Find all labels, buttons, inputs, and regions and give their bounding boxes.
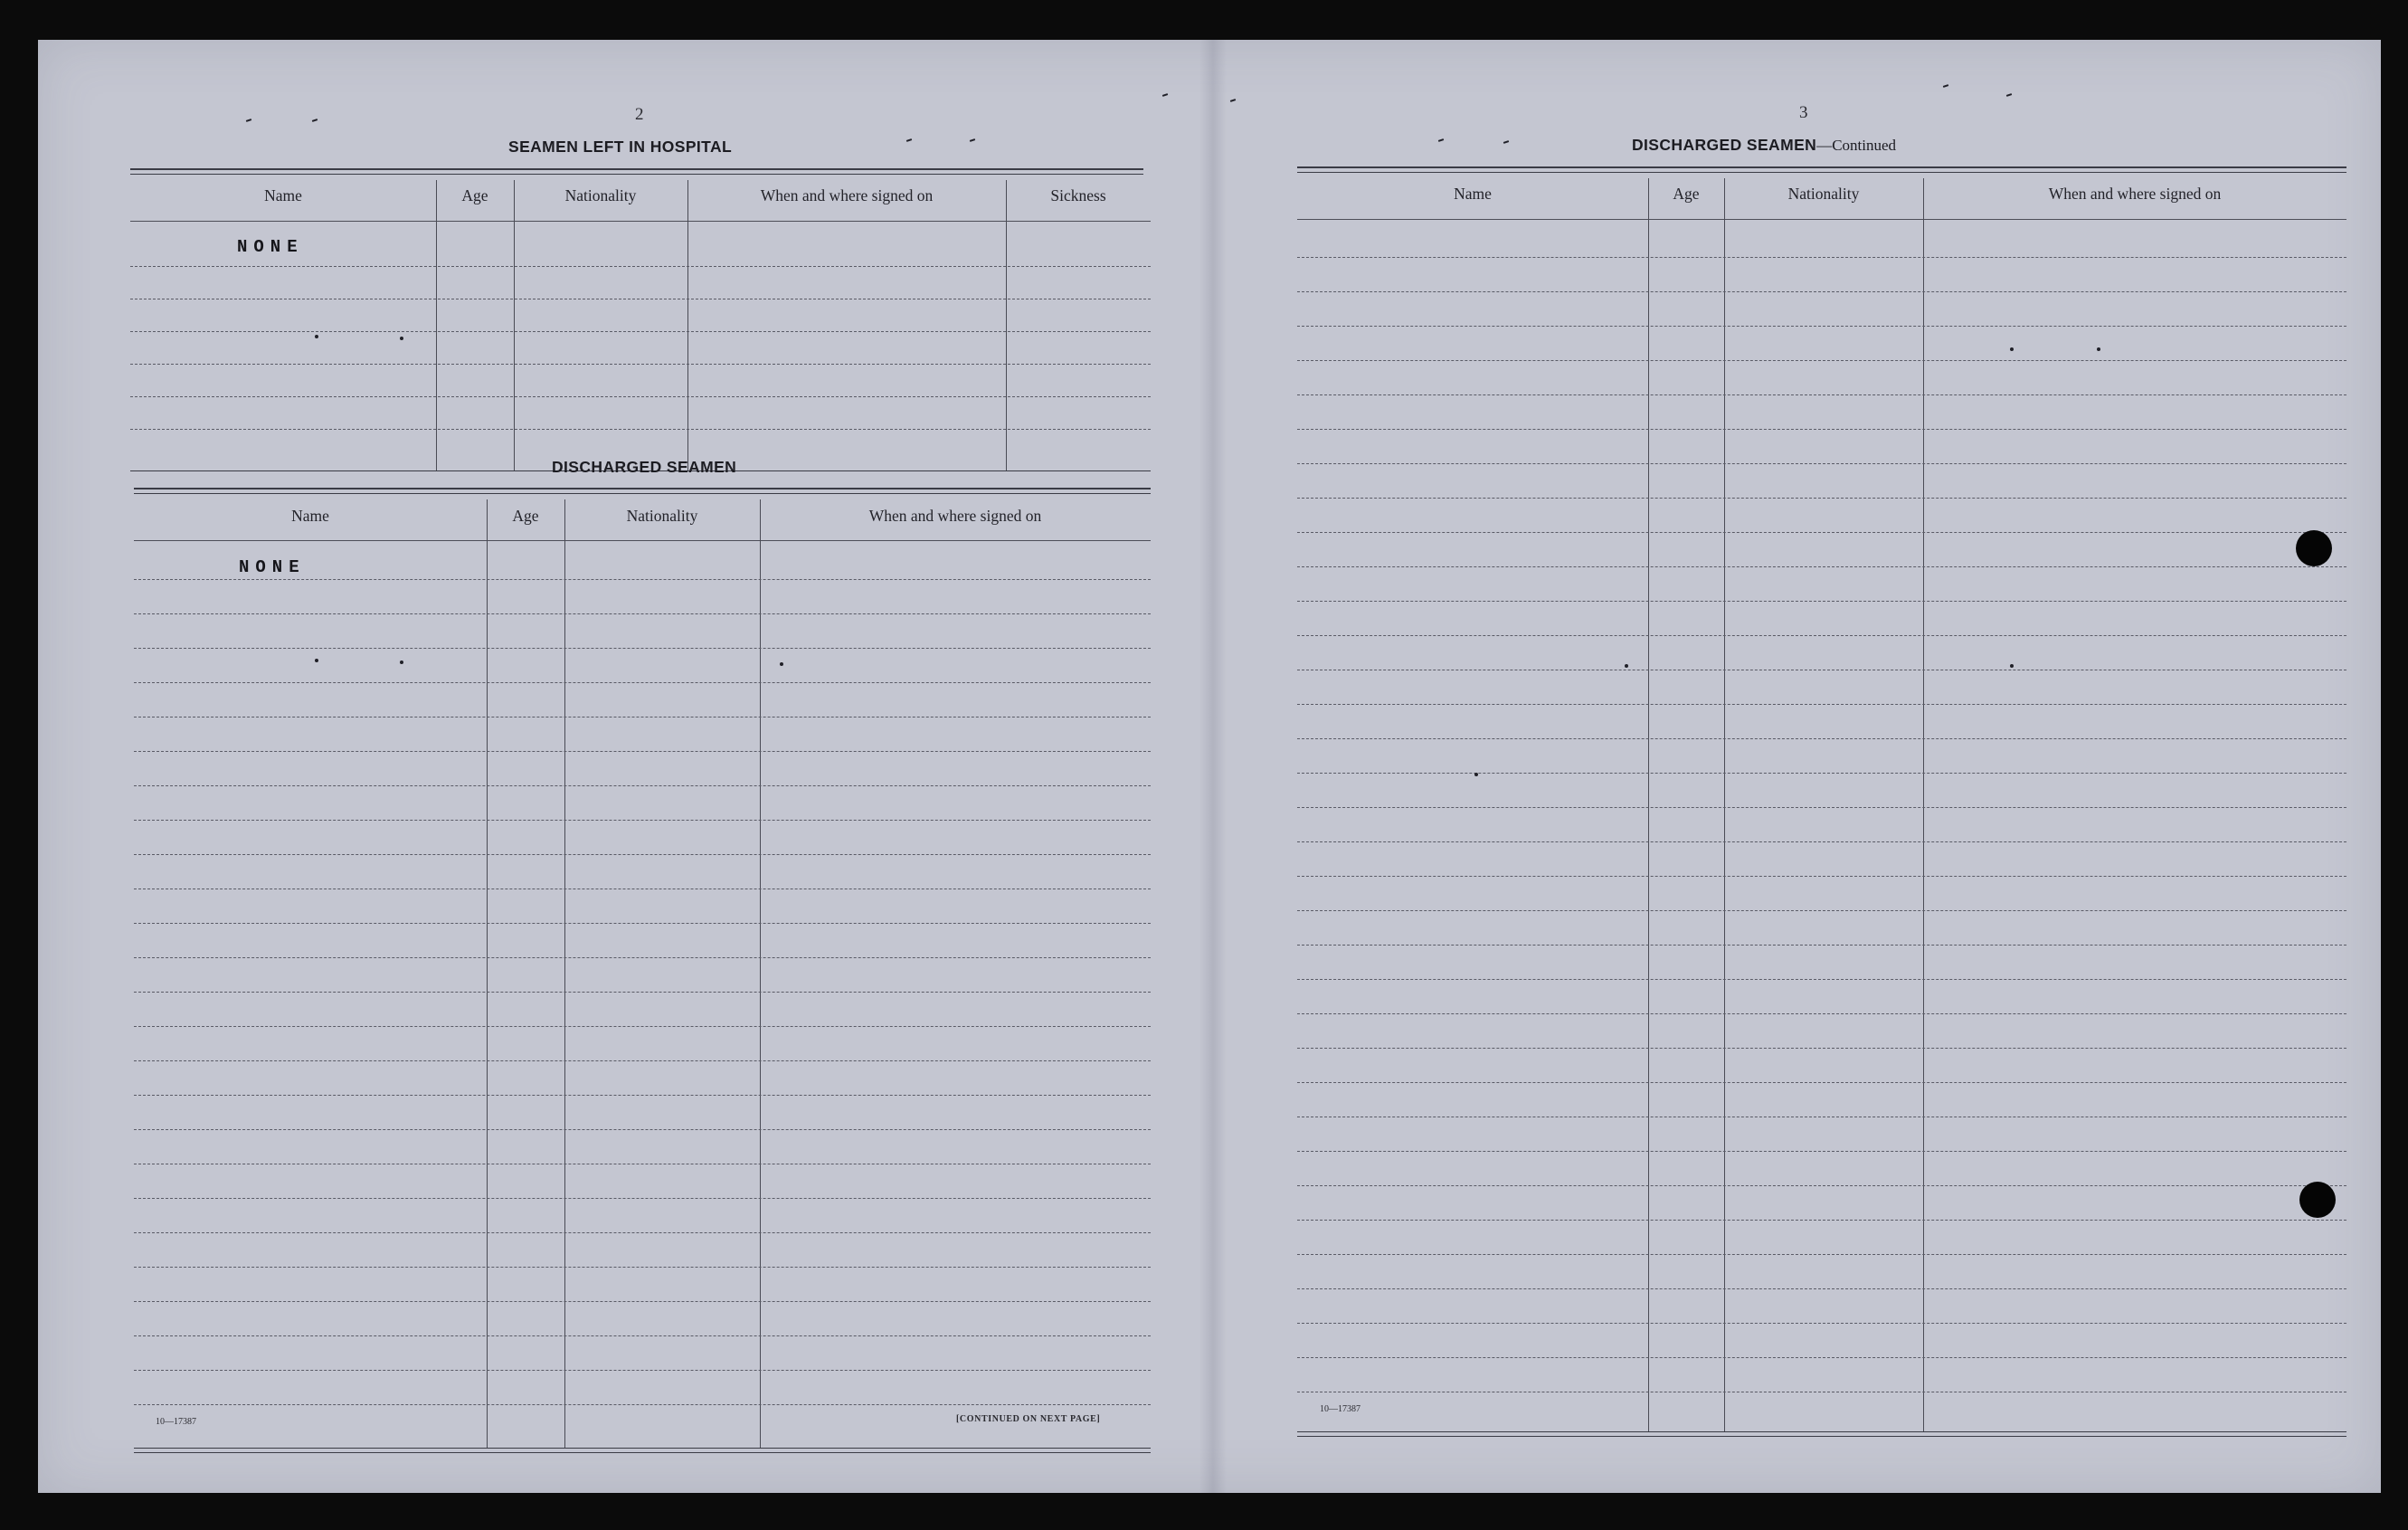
- ink-speck: [780, 662, 783, 666]
- right-col-age: Age: [1673, 185, 1700, 203]
- right-header-rule: [1297, 219, 2346, 220]
- hospital-col-sickness: Sickness: [1050, 186, 1106, 204]
- hospital-col-signed-on: When and where signed on: [760, 186, 934, 204]
- row-line: [134, 820, 1151, 821]
- row-line: [134, 751, 1151, 752]
- ink-speck: [2097, 347, 2100, 351]
- discharged-section-title: DISCHARGED SEAMEN: [552, 458, 737, 476]
- ink-speck: [1162, 93, 1168, 97]
- hospital-row-line: [130, 331, 1151, 332]
- ink-speck: [1503, 140, 1509, 144]
- row-line: [1297, 463, 2346, 464]
- row-line: [1297, 498, 2346, 499]
- discharged-divider: [760, 499, 761, 1448]
- right-bottom-rule-2: [1297, 1436, 2346, 1437]
- ink-speck: [2006, 93, 2012, 97]
- row-line: [134, 1335, 1151, 1336]
- row-line: [1297, 532, 2346, 533]
- hospital-entry-none: NONE: [237, 237, 304, 257]
- row-line: [134, 1301, 1151, 1302]
- row-line: [1297, 566, 2346, 567]
- ink-speck: [246, 119, 251, 122]
- hospital-row-line: [130, 266, 1151, 267]
- center-fold: [1199, 40, 1227, 1493]
- row-line: [1297, 1151, 2346, 1152]
- right-top-rule: [1297, 166, 2346, 168]
- row-line: [134, 579, 1151, 580]
- row-line: [1297, 807, 2346, 808]
- right-divider: [1923, 178, 1924, 1431]
- row-line: [134, 1267, 1151, 1268]
- hospital-top-rule-thin: [130, 174, 1143, 175]
- row-line: [1297, 1082, 2346, 1083]
- row-line: [1297, 360, 2346, 361]
- discharged-divider: [564, 499, 565, 1448]
- continued-note: [CONTINUED ON NEXT PAGE]: [956, 1414, 1101, 1424]
- page-number-right: 3: [1799, 103, 1808, 122]
- ink-speck: [1625, 664, 1628, 668]
- right-divider: [1724, 178, 1725, 1431]
- discharged-top-rule: [134, 488, 1151, 489]
- row-line: [134, 1095, 1151, 1096]
- row-line: [1297, 979, 2346, 980]
- right-divider: [1648, 178, 1649, 1431]
- discharged-bottom-rule-2: [134, 1452, 1151, 1453]
- hospital-top-rule: [130, 168, 1143, 170]
- row-line: [134, 1404, 1151, 1405]
- row-line: [1297, 291, 2346, 292]
- hospital-section-title: SEAMEN LEFT IN HOSPITAL: [508, 138, 733, 156]
- row-line: [1297, 910, 2346, 911]
- right-section-title-main: DISCHARGED SEAMEN: [1632, 136, 1817, 154]
- punch-hole: [2296, 530, 2332, 566]
- row-line: [1297, 635, 2346, 636]
- hospital-row-line: [130, 396, 1151, 397]
- discharged-bottom-rule: [134, 1448, 1151, 1449]
- right-section-title: [1632, 136, 1896, 155]
- ink-speck: [312, 119, 318, 122]
- row-line: [1297, 1048, 2346, 1049]
- row-line: [134, 1060, 1151, 1061]
- row-line: [134, 682, 1151, 683]
- row-line: [134, 1232, 1151, 1233]
- right-section-title-suffix: —Continued: [1816, 137, 1897, 154]
- ink-speck: [906, 138, 912, 142]
- hospital-col-name: Name: [264, 186, 302, 204]
- punch-hole: [2299, 1182, 2336, 1218]
- right-col-name: Name: [1454, 185, 1492, 203]
- discharged-col-name: Name: [291, 507, 329, 525]
- form-number-left: 10—17387: [156, 1417, 196, 1427]
- ink-speck: [1474, 773, 1478, 776]
- row-line: [134, 613, 1151, 614]
- row-line: [134, 1026, 1151, 1027]
- ink-speck: [1943, 84, 1948, 88]
- discharged-entry-none: NONE: [239, 557, 306, 577]
- hospital-header-rule: [130, 221, 1151, 222]
- row-line: [1297, 1185, 2346, 1186]
- ink-speck: [315, 335, 318, 338]
- row-line: [1297, 738, 2346, 739]
- hospital-col-nationality: Nationality: [564, 186, 637, 204]
- row-line: [1297, 1254, 2346, 1255]
- ink-speck: [1438, 138, 1444, 142]
- ink-speck: [400, 660, 403, 664]
- row-line: [134, 854, 1151, 855]
- row-line: [1297, 429, 2346, 430]
- row-line: [134, 1370, 1151, 1371]
- discharged-col-nationality: Nationality: [626, 507, 698, 525]
- row-line: [134, 992, 1151, 993]
- hospital-divider: [1006, 180, 1007, 471]
- ink-speck: [2010, 347, 2014, 351]
- hospital-row-line: [130, 429, 1151, 430]
- row-line: [134, 785, 1151, 786]
- ink-speck: [970, 138, 975, 142]
- form-number-right: 10—17387: [1320, 1404, 1360, 1414]
- discharged-col-age: Age: [512, 507, 539, 525]
- row-line: [1297, 1288, 2346, 1289]
- hospital-divider: [687, 180, 688, 471]
- ink-speck: [1230, 99, 1236, 102]
- row-line: [134, 1129, 1151, 1130]
- row-line: [134, 648, 1151, 649]
- row-line: [1297, 704, 2346, 705]
- hospital-col-age: Age: [461, 186, 488, 204]
- right-col-nationality: Nationality: [1787, 185, 1860, 203]
- ink-speck: [315, 659, 318, 662]
- discharged-col-signed-on: When and where signed on: [868, 507, 1042, 525]
- ink-speck: [2010, 664, 2014, 668]
- discharged-top-rule-thin: [134, 493, 1151, 494]
- row-line: [1297, 1323, 2346, 1324]
- row-line: [1297, 1220, 2346, 1221]
- right-bottom-rule: [1297, 1431, 2346, 1432]
- hospital-divider: [514, 180, 515, 471]
- row-line: [134, 1198, 1151, 1199]
- row-line: [1297, 257, 2346, 258]
- ink-speck: [400, 337, 403, 340]
- hospital-divider: [436, 180, 437, 471]
- row-line: [1297, 876, 2346, 877]
- row-line: [1297, 326, 2346, 327]
- row-line: [1297, 945, 2346, 946]
- row-line: [1297, 773, 2346, 774]
- row-line: [1297, 1013, 2346, 1014]
- hospital-row-line: [130, 364, 1151, 365]
- row-line: [1297, 601, 2346, 602]
- discharged-divider: [487, 499, 488, 1448]
- page-number-left: 2: [635, 105, 644, 124]
- right-top-rule-thin: [1297, 172, 2346, 173]
- row-line: [1297, 841, 2346, 842]
- discharged-header-rule: [134, 540, 1151, 541]
- right-col-signed-on: When and where signed on: [2048, 185, 2222, 203]
- row-line: [134, 957, 1151, 958]
- document-sheet: [38, 40, 2381, 1493]
- row-line: [1297, 394, 2346, 395]
- row-line: [1297, 1357, 2346, 1358]
- row-line: [134, 923, 1151, 924]
